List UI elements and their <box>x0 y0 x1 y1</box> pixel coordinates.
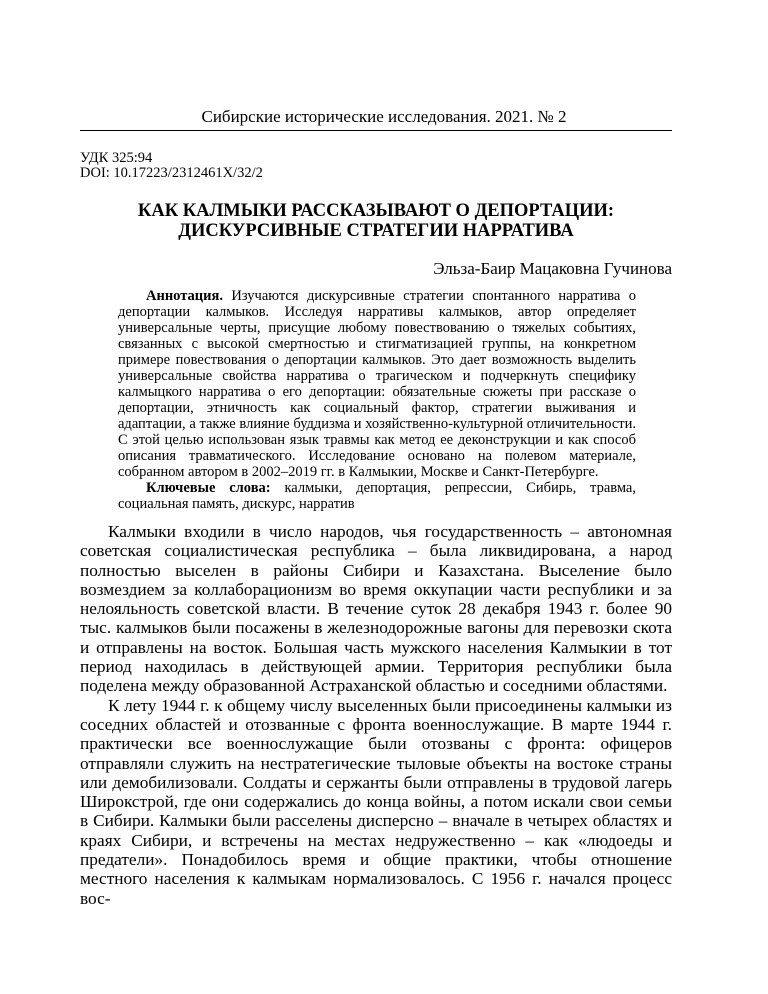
udc-code: УДК 325:94 <box>80 150 153 166</box>
doi: DOI: 10.17223/2312461X/32/2 <box>80 165 263 181</box>
title-line-2: ДИСКУРСИВНЫЕ СТРАТЕГИИ НАРРАТИВА <box>178 221 574 241</box>
abstract-text: Изучаются дискурсивные стратегии спонтанного нарратива о депортации калмыков. Исследуя нарративы калмыков, автор определяет универсальные черты, присущие любому повествованию о тяжелых событиях, связанных с высокой смертностью и стигматизацией группы, на конкретном примере повествования о депортации калмыков. Это дает возможность выделить универсальные свойства нарратива о трагическом и подчеркнуть специфику калмыцкого нарратива о его депортации: обязательные сюжеты при рассказе о депортации, этничность как социальный фактор, стратегии выживания и адаптации, а также влияние буддизма и хозяйственно-культурной отличительности. С этой целью использован язык травмы как метод ее деконструкции и как способ описания травматического. Исследование основано на полевом материале, собранном автором в 2002–2019 гг. в Калмыкии, Москве и Санкт-Петербурге. <box>118 288 636 480</box>
body-paragraph-2: К лету 1944 г. к общему числу выселенных были присоединены калмыки из соседних областей и отозванные с фронта военнослужащие. В марте 1944 г. практически все военнослужащие были отозваны с фронта: офицеров отправляли служить на нестратегические тыловые объекты на востоке страны или демобилизовали. Солдаты и сержанты были отправлены в трудовой лагерь Широкстрой, где они содержались до конца войны, а потом искали свои семьи в Сибири. Калмыки были расселены дисперсно – вначале в четырех областях и краях Сибири, и встречены на местах недружественно – как «людоеды и предатели». Понадобилось время и общие практики, чтобы отношение местного населения к калмыкам нормализовалось. С 1956 г. начался процесс вос- <box>80 695 672 908</box>
keywords-paragraph <box>118 480 636 512</box>
keywords-text: калмыки, депортация, репрессии, Сибирь, травма, социальная память, дискурс, нарратив <box>118 480 636 512</box>
main-text <box>80 522 672 908</box>
abstract-paragraph <box>118 288 636 480</box>
title-line-1: КАК КАЛМЫКИ РАССКАЗЫВАЮТ О ДЕПОРТАЦИИ: <box>137 201 615 221</box>
journal-header: Сибирские исторические исследования. 2021. № 2 <box>201 107 567 126</box>
article-title <box>80 201 672 241</box>
keywords-label: Ключевые слова: <box>146 480 271 496</box>
header-rule <box>80 130 672 131</box>
abstract-block <box>118 288 636 512</box>
author-name: Эльза-Баир Мацаковна Гучинова <box>433 259 672 278</box>
body-paragraph-1: Калмыки входили в число народов, чья государственность – автономная советская социалистическая республика – была ликвидирована, а народ полностью выселен в районы Сибири и Казахстана. Выселение было возмездием за коллаборационизм во время оккупации части республики и за нелояльность советской власти. В течение суток 28 декабря 1943 г. более 90 тыс. калмыков были посажены в железнодорожные вагоны для перевозки скота и отправлены на восток. Большая часть мужского населения Калмыкии в тот период находилась в действующей армии. Территория республики была поделена между образованной Астраханской областью и соседними областями. <box>80 522 672 696</box>
abstract-label: Аннотация. <box>146 288 223 304</box>
